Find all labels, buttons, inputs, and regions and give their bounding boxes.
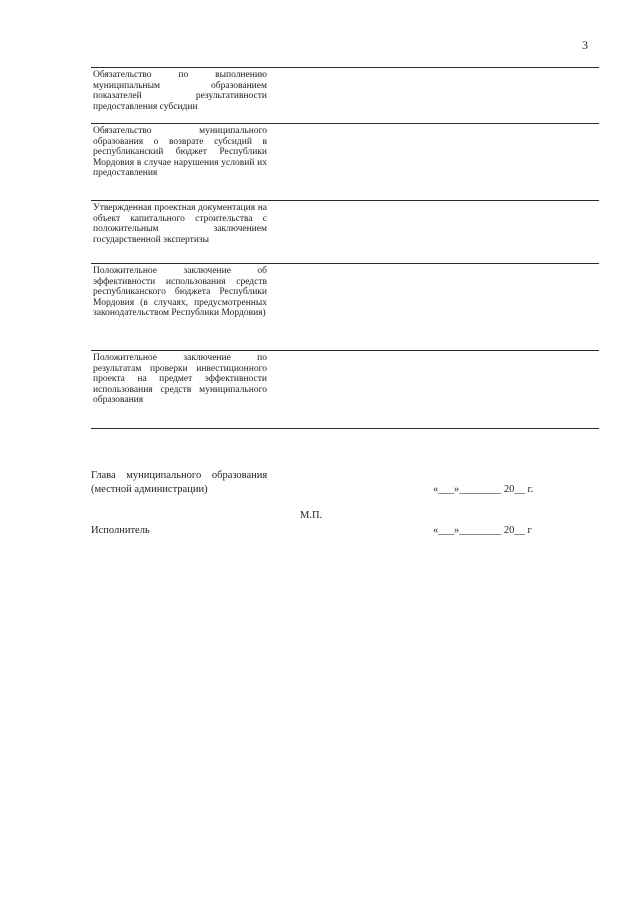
requirements-table <box>91 67 599 429</box>
table-cell: Положительное заключение об эффективности использования средств республиканского бюджета Республики Мордовия (в случаях, предусмотренных законодательством Республики Мордовия) <box>93 266 267 319</box>
table-cell: Обязательство по выполнению муниципальным образованием показателей результативности предоставления субсидии <box>93 70 267 112</box>
head-signature-date: «___»________ 20__ г. <box>433 484 534 495</box>
table-cell: Положительное заключение по результатам проверки инвестиционного проекта на предмет эффективности использования средств муниципального образования <box>93 353 267 406</box>
head-title-line1: Глава муниципального образования <box>91 470 268 481</box>
table-row <box>91 351 599 429</box>
table-cell: Утвержденная проектная документация на объект капитального строительства с положительным заключением государственной экспертизы <box>93 203 267 245</box>
table-row <box>91 201 599 264</box>
page-number: 3 <box>582 38 588 52</box>
table-row <box>91 264 599 351</box>
executor-signature-date: «___»________ 20__ г <box>433 525 532 536</box>
table-row <box>91 67 599 124</box>
stamp-place-label: М.П. <box>300 510 323 521</box>
table-row <box>91 124 599 201</box>
head-title-line2: (местной администрации) <box>91 484 208 495</box>
table-cell: Обязательство муниципального образования о возврате субсидий в республиканский бюджет Республики Мордовия в случае нарушения условий их предоставления <box>93 126 267 179</box>
executor-label: Исполнитель <box>91 525 150 536</box>
